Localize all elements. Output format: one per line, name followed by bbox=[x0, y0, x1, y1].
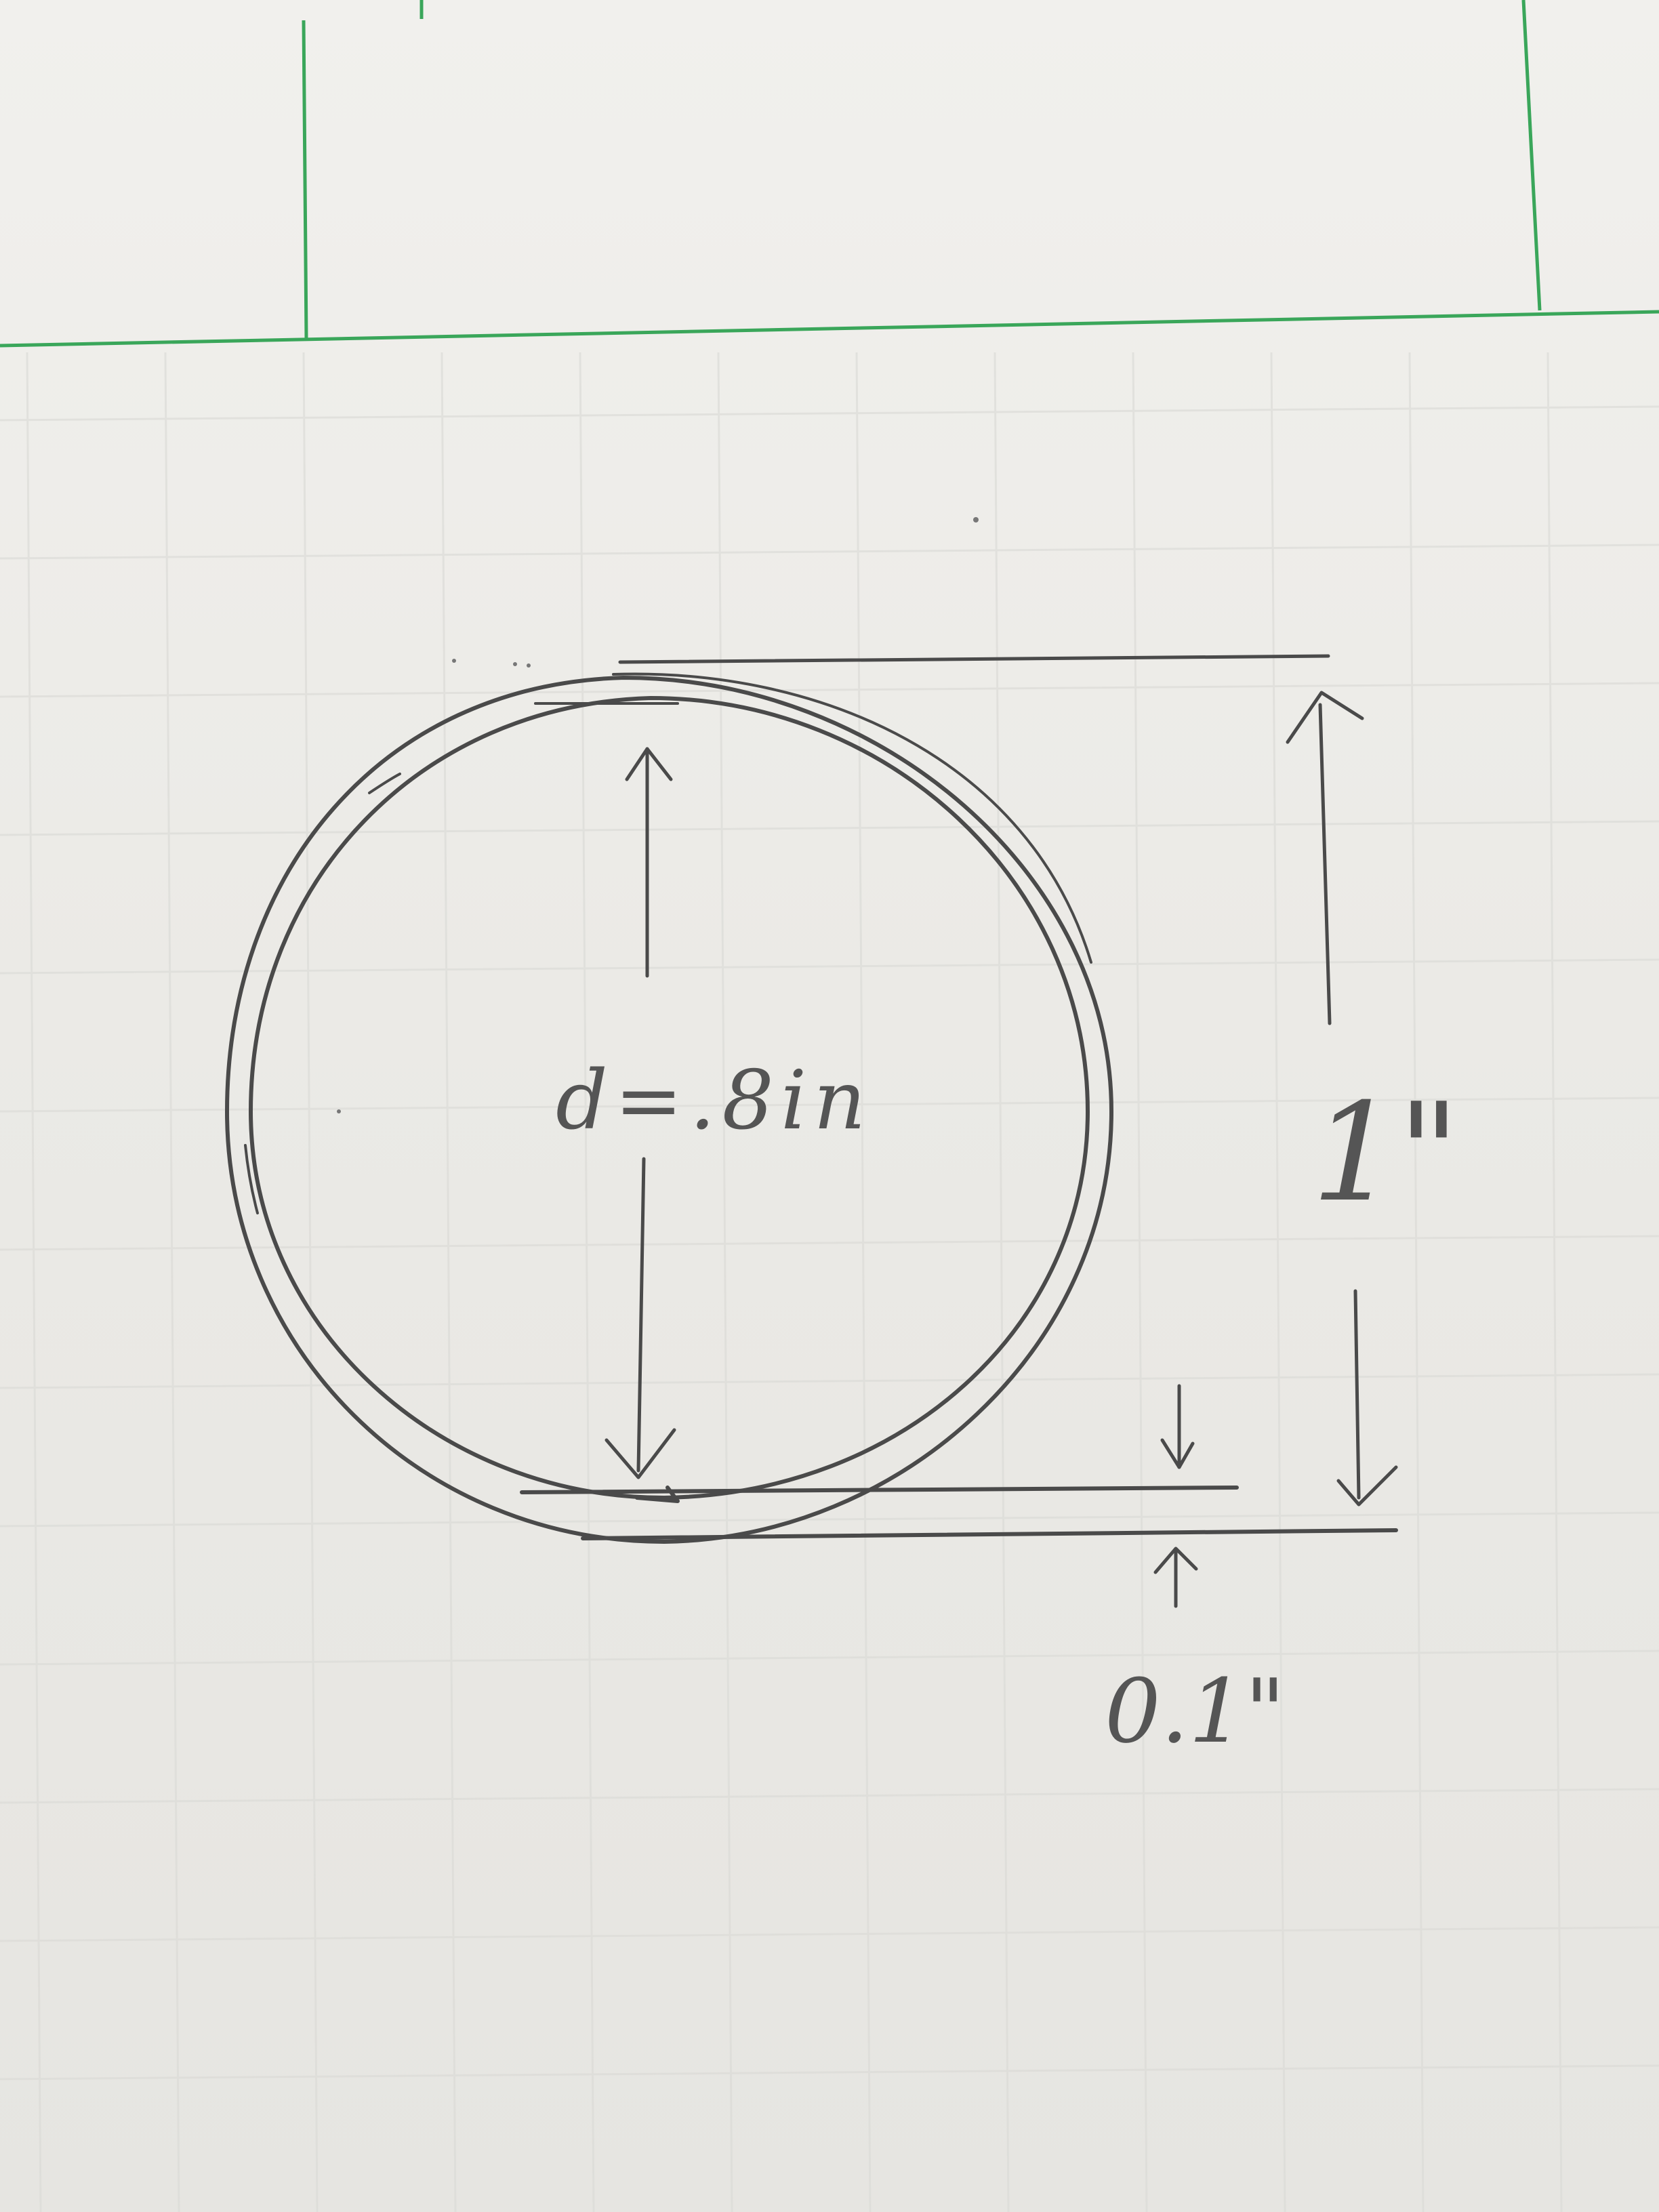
grid-line-vertical bbox=[718, 352, 732, 2212]
height-upper-line bbox=[1320, 705, 1330, 1023]
grid-line-vertical bbox=[27, 352, 41, 2212]
grid-line-vertical bbox=[165, 352, 179, 2212]
grid-line-horizontal bbox=[0, 1789, 1659, 1803]
paper-grid bbox=[0, 352, 1659, 2212]
grid-line-horizontal bbox=[0, 2066, 1659, 2079]
outer-height-label: 1" bbox=[1311, 1074, 1460, 1232]
outer-bottom-extension-line bbox=[583, 1530, 1396, 1538]
inner-diameter-lower-line bbox=[638, 1159, 644, 1471]
wall-thickness-dimension bbox=[1155, 1386, 1196, 1606]
grid-line-vertical bbox=[442, 352, 455, 2212]
inner-bottom-extension-line bbox=[522, 1488, 1237, 1492]
top-extension-line bbox=[620, 656, 1328, 662]
green-horizontal-rule bbox=[0, 312, 1659, 346]
grid-line-vertical bbox=[580, 352, 594, 2212]
grid-line-vertical bbox=[304, 352, 317, 2212]
wall-thickness-label: 0.1" bbox=[1105, 1660, 1286, 1763]
stray-marks bbox=[337, 517, 979, 1113]
grid-line-horizontal bbox=[0, 683, 1659, 697]
green-title-block bbox=[0, 0, 1659, 346]
grid-line-vertical bbox=[1410, 352, 1423, 2212]
green-vertical-rule-left bbox=[304, 20, 306, 339]
grid-line-horizontal bbox=[0, 1927, 1659, 1941]
grid-line-vertical bbox=[1133, 352, 1147, 2212]
grid-line-horizontal bbox=[0, 821, 1659, 835]
height-lower-line bbox=[1355, 1291, 1359, 1498]
height-up-arrowhead bbox=[1288, 693, 1362, 742]
grid-line-vertical bbox=[1271, 352, 1285, 2212]
grid-line-horizontal bbox=[0, 1651, 1659, 1664]
height-down-arrowhead bbox=[1338, 1467, 1396, 1504]
inner-diameter-label: d=.8in bbox=[556, 1054, 873, 1148]
green-vertical-rule-right bbox=[1523, 0, 1540, 310]
grid-line-vertical bbox=[1548, 352, 1561, 2212]
grid-line-horizontal bbox=[0, 1513, 1659, 1526]
grid-line-horizontal bbox=[0, 1374, 1659, 1388]
